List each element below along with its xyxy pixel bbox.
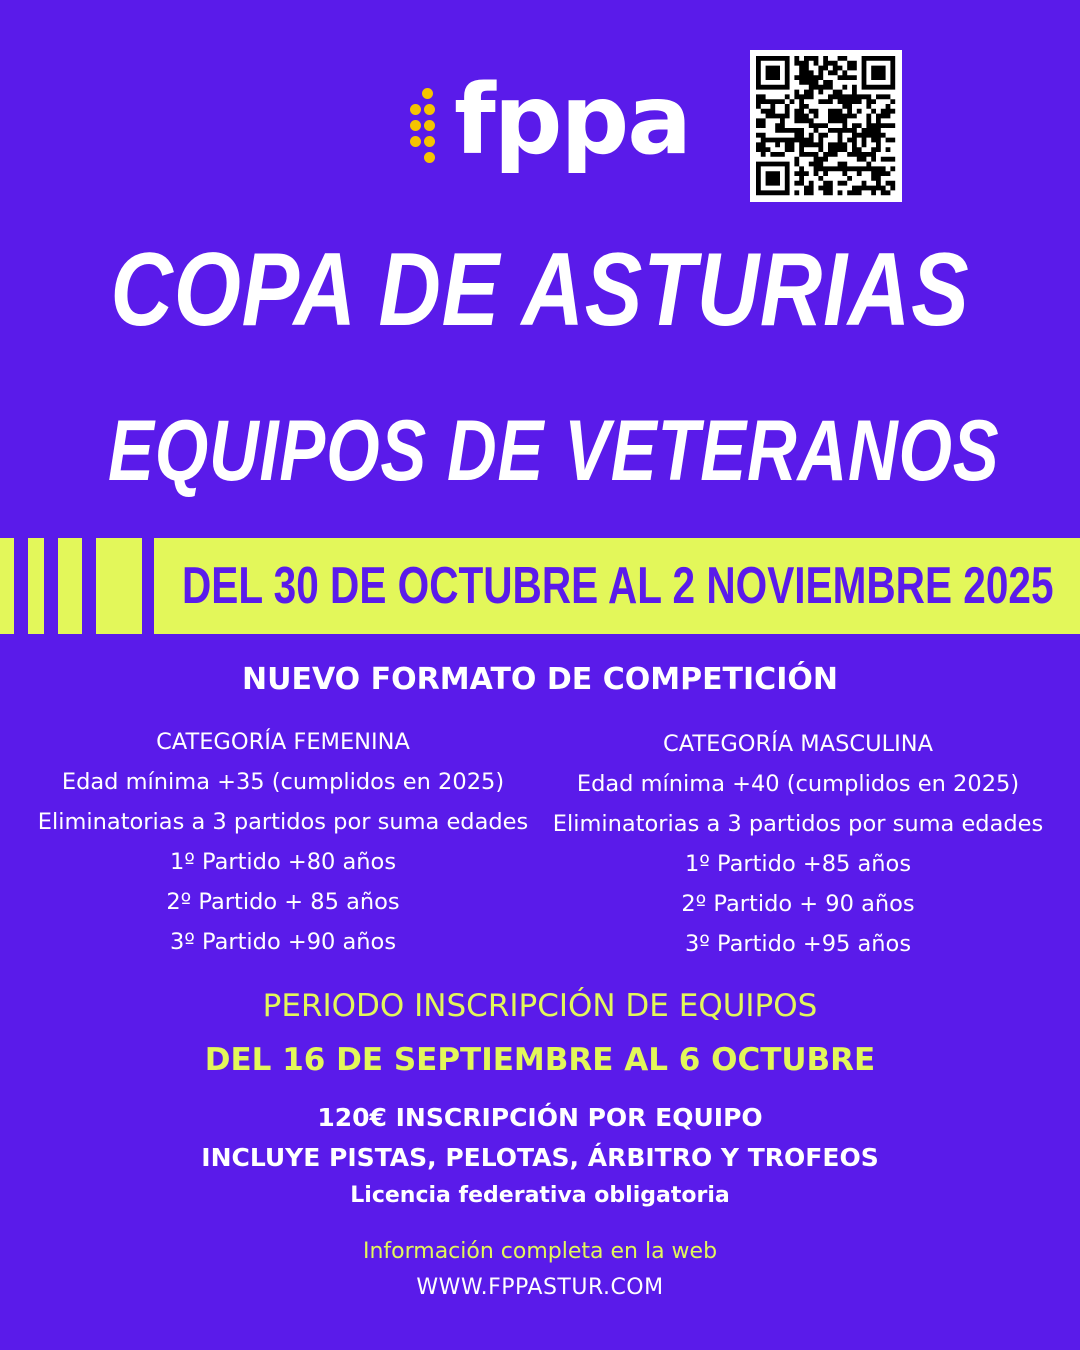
info-text: Información completa en la web [362,1239,718,1264]
category-line: Eliminatorias a 3 partidos por suma edades [552,811,1044,837]
category-line: 2º Partido + 85 años [166,889,400,915]
registration-fee: 120€ INSCRIPCIÓN POR EQUIPO [317,1103,763,1132]
event-dates: DEL 30 DE OCTUBRE AL 2 NOVIEMBRE 2025 [182,557,1054,615]
license-note: Licencia federativa obligatoria [350,1183,730,1208]
main-title: COPA DE ASTURIAS [110,232,970,348]
subtitle-title: EQUIPOS DE VETERANOS [108,403,1000,499]
category-line: Eliminatorias a 3 partidos por suma edades [37,809,529,835]
qr-modules [756,56,895,195]
registration-dates: DEL 16 DE SEPTIEMBRE AL 6 OCTUBRE [204,1042,876,1078]
band-stripe [0,538,14,634]
logo-dots-icon [408,88,448,168]
category-name: CATEGORÍA MASCULINA [663,731,933,757]
category-line: Edad mínima +35 (cumplidos en 2025) [61,769,505,795]
category-female [18,722,548,962]
fppa-logo [408,64,690,188]
category-male [538,724,1058,964]
category-line: 3º Partido +90 años [169,929,397,955]
category-line: 1º Partido +80 años [169,849,397,875]
band-stripe [58,538,82,634]
category-name: CATEGORÍA FEMENINA [156,729,410,755]
qr-code-icon[interactable] [750,50,902,202]
category-line: 1º Partido +85 años [684,851,912,877]
website-link[interactable]: WWW.FPPASTUR.COM [416,1275,664,1300]
format-heading: NUEVO FORMATO DE COMPETICIÓN [242,662,838,697]
logo-wordmark: fppa [454,64,690,176]
registration-heading: PERIODO INSCRIPCIÓN DE EQUIPOS [262,988,818,1024]
registration-includes: INCLUYE PISTAS, PELOTAS, ÁRBITRO Y TROFEOS [201,1143,879,1172]
band-stripe [96,538,142,634]
date-band [154,538,1080,634]
category-line: 2º Partido + 90 años [681,891,915,917]
band-stripe [28,538,44,634]
category-line: Edad mínima +40 (cumplidos en 2025) [576,771,1020,797]
category-line: 3º Partido +95 años [684,931,912,957]
